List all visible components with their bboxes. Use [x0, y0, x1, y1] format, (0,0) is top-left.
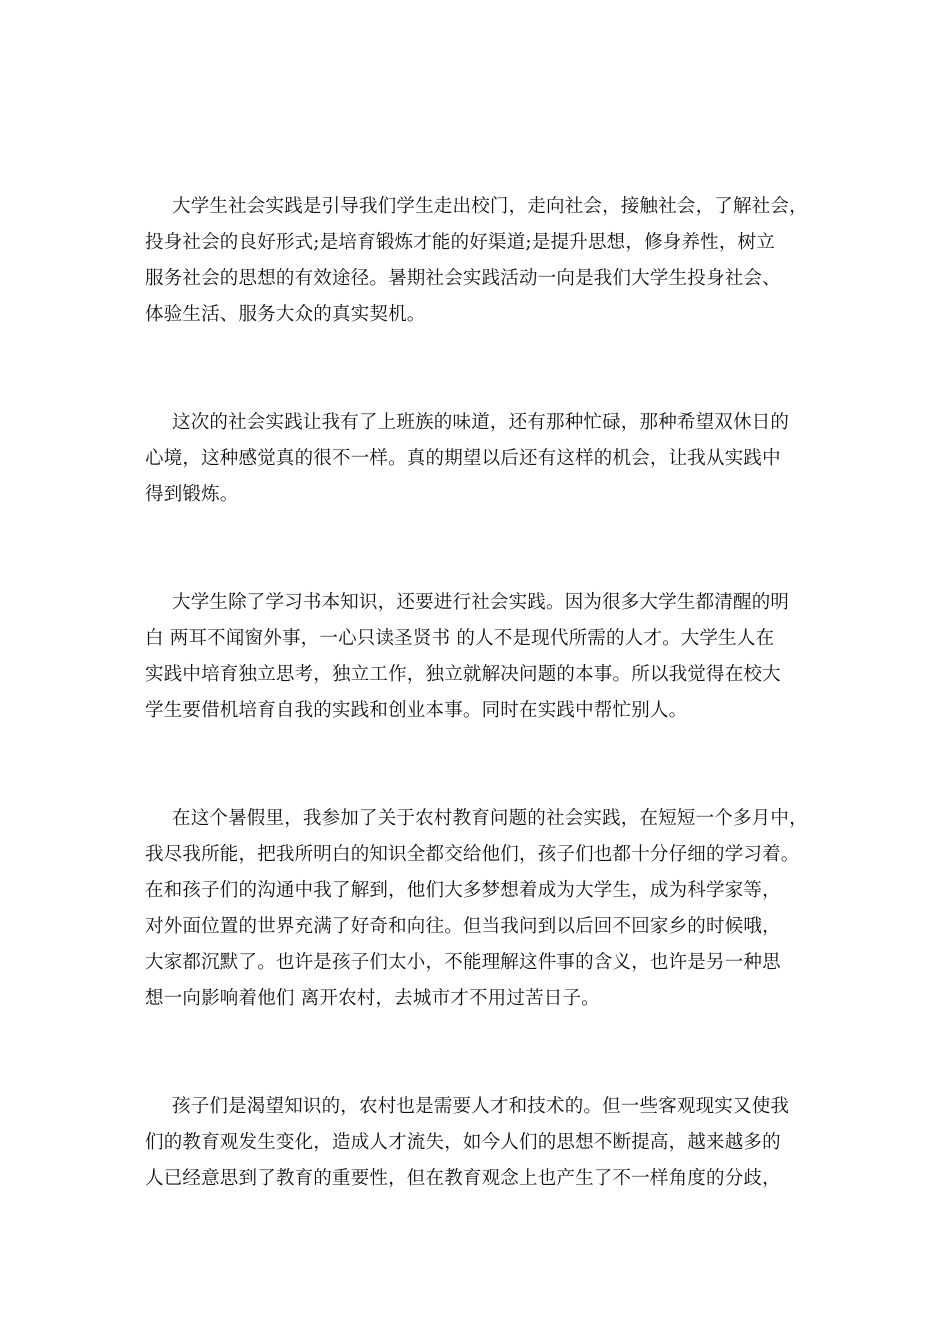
paragraph-line: 在这个暑假里，我参加了关于农村教育问题的社会实践，在短短一个多月中， — [172, 808, 808, 829]
paragraph-line: 大学生除了学习书本知识，还要进行社会实践。因为很多大学生都清醒的明 — [172, 592, 790, 613]
paragraph-line: 实践中培育独立思考，独立工作，独立就解决问题的本事。所以我觉得在校大 — [145, 664, 781, 685]
paragraph-line: 孩子们是渴望知识的，农村也是需要人才和技术的。但一些客观现实又使我 — [172, 1096, 790, 1117]
paragraph-line: 得到锻炼。 — [145, 484, 239, 505]
paragraph-line: 白 两耳不闻窗外事，一心只读圣贤书 的人不是现代所需的人才。大学生人在 — [145, 628, 775, 649]
paragraph-line: 我尽我所能，把我所明白的知识全都交给他们，孩子们也都十分仔细的学习着。 — [145, 844, 800, 865]
paragraph-line: 服务社会的思想的有效途径。暑期社会实践活动一向是我们大学生投身社会、 — [145, 268, 781, 289]
paragraph-line: 体验生活、服务大众的真实契机。 — [145, 304, 426, 325]
paragraph-line: 大学生社会实践是引导我们学生走出校门，走向社会，接触社会，了解社会， — [172, 196, 808, 217]
paragraph-line: 人已经意思到了教育的重要性，但在教育观念上也产生了不一样角度的分歧， — [145, 1168, 781, 1189]
paragraph-line: 投身社会的良好形式;是培育锻炼才能的好渠道;是提升思想，修身养性，树立 — [145, 232, 775, 253]
paragraph-line: 心境，这种感觉真的很不一样。真的期望以后还有这样的机会，让我从实践中 — [145, 448, 781, 469]
paragraph-line: 想一向影响着他们 离开农村，去城市才不用过苦日子。 — [145, 988, 600, 1009]
paragraph-line: 大家都沉默了。也许是孩子们太小，不能理解这件事的含义，也许是另一种思 — [145, 952, 781, 973]
paragraph-line: 学生要借机培育自我的实践和创业本事。同时在实践中帮忙别人。 — [145, 700, 688, 721]
paragraph-line: 这次的社会实践让我有了上班族的味道，还有那种忙碌，那种希望双休日的 — [172, 412, 790, 433]
paragraph-line: 在和孩子们的沟通中我了解到，他们大多梦想着成为大学生，成为科学家等， — [145, 880, 781, 901]
paragraph-line: 对外面位置的世界充满了好奇和向往。但当我问到以后回不回家乡的时候哦， — [145, 916, 781, 937]
paragraph-line: 们的教育观发生变化，造成人才流失，如今人们的思想不断提高，越来越多的 — [145, 1132, 781, 1153]
